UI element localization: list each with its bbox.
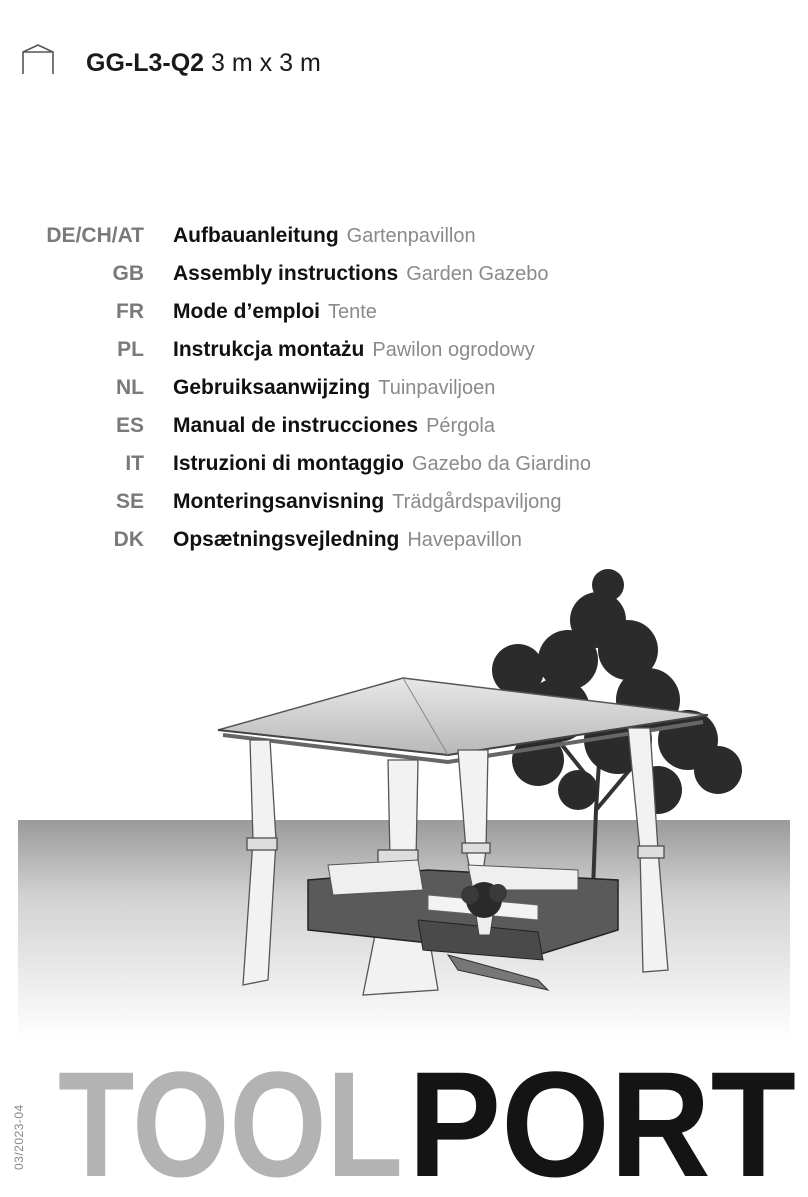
language-subtitle: Pawilon ogrodowy <box>372 339 535 361</box>
language-subtitle: Pérgola <box>426 415 495 437</box>
language-title: Opsætningsvejledning <box>173 528 400 551</box>
language-subtitle: Garden Gazebo <box>406 263 549 285</box>
language-code: FR <box>116 300 144 323</box>
language-row-nl <box>0 370 808 408</box>
language-code: NL <box>116 376 144 399</box>
language-title: Aufbauanleitung <box>173 224 339 247</box>
logo-tool: TOOL <box>58 1058 403 1188</box>
header <box>20 40 420 80</box>
language-subtitle: Havepavillon <box>407 529 522 551</box>
language-code: ES <box>115 414 144 437</box>
model-heading <box>86 48 321 78</box>
language-row-pl <box>0 332 808 370</box>
language-row-dk <box>0 522 808 560</box>
language-row-gb <box>0 256 808 294</box>
language-title: Manual de instrucciones <box>173 414 419 437</box>
language-title: Monteringsanvisning <box>173 490 385 513</box>
model-dimensions: 3 m x 3 m <box>211 49 321 77</box>
language-row-es <box>0 408 808 446</box>
language-row-de <box>0 218 808 256</box>
date-code-text: 03/2023-04 <box>12 1104 26 1170</box>
language-subtitle: Trädgårdspaviljong <box>392 491 562 513</box>
language-subtitle: Tuinpaviljoen <box>378 377 496 399</box>
language-title: Istruzioni di montaggio <box>173 452 404 475</box>
language-title: Instrukcja montażu <box>173 338 365 361</box>
language-row-it <box>0 446 808 484</box>
language-row-fr <box>0 294 808 332</box>
language-title: Assembly instructions <box>173 262 399 285</box>
language-title: Gebruiksaanwijzing <box>173 376 371 399</box>
language-title: Mode d’emploi <box>173 300 320 323</box>
language-subtitle: Gazebo da Giardino <box>411 453 591 475</box>
language-code: SE <box>115 490 144 513</box>
toolport-logo <box>58 1058 798 1188</box>
language-code: PL <box>117 338 144 361</box>
language-subtitle: Gartenpavillon <box>346 225 476 247</box>
logo-port: PORT <box>408 1058 796 1188</box>
gazebo-outline-icon <box>20 42 56 76</box>
language-code: DK <box>113 528 144 551</box>
date-code <box>2 1060 36 1180</box>
language-code: IT <box>125 452 144 475</box>
language-row-se <box>0 484 808 522</box>
model-code: GG-L3-Q2 <box>86 49 205 77</box>
gazebo-scene-illustration <box>18 560 790 1040</box>
language-subtitle: Tente <box>328 301 377 323</box>
language-code: DE/CH/AT <box>46 224 144 247</box>
language-code: GB <box>112 262 144 285</box>
